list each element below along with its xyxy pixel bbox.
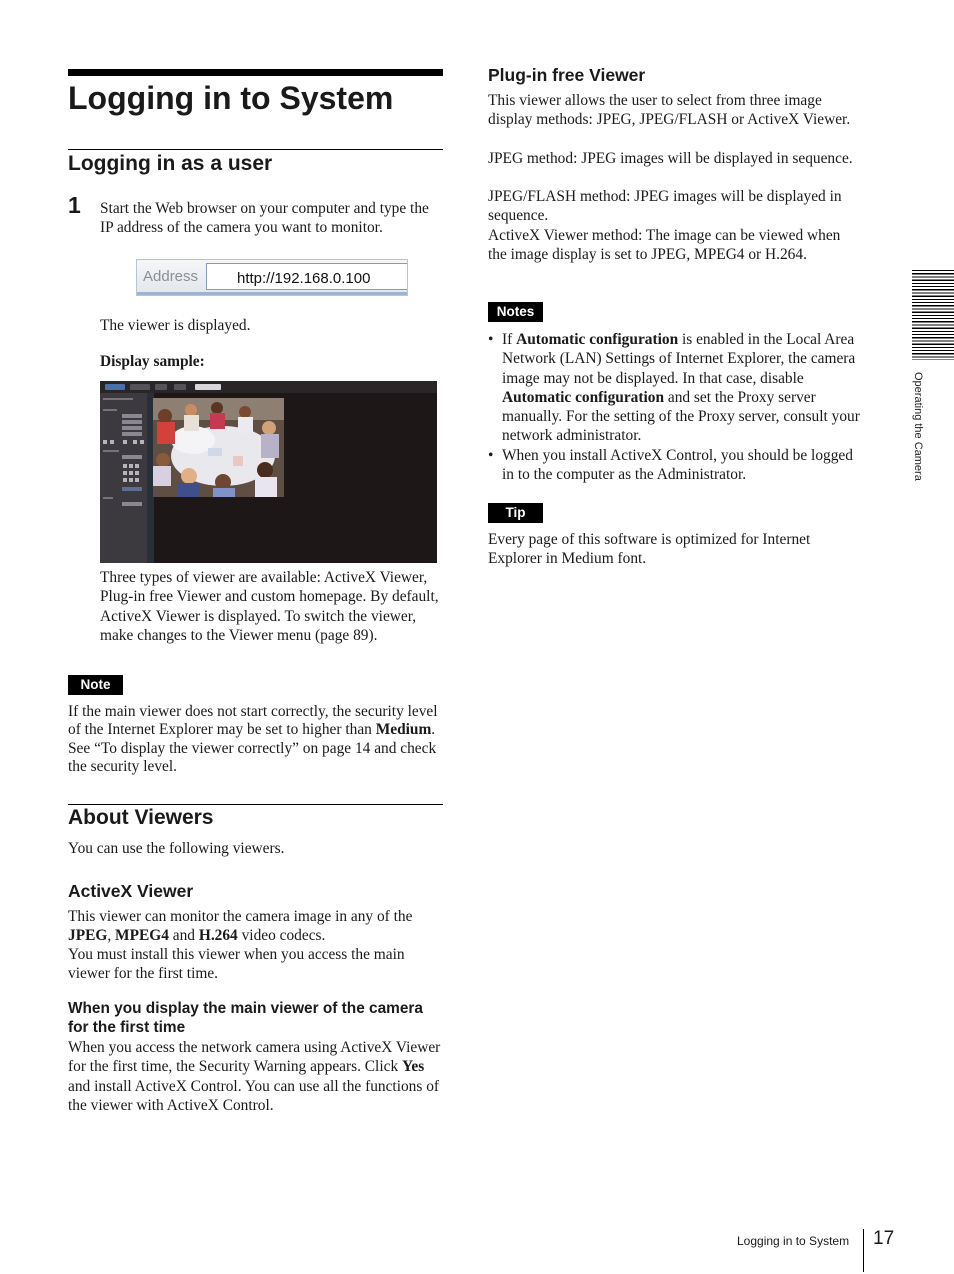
chapter-side-label	[912, 372, 926, 502]
address-input-box	[206, 263, 407, 290]
address-bar-shadow	[137, 292, 407, 295]
note1-c: and set the Proxy server manually. For the setting of the Proxy server, consult your network administrator.	[502, 388, 860, 445]
page-title: Logging in to System	[68, 80, 394, 116]
first-time-text-a: When you access the network camera using ActiveX Viewer for the first time, the Security Warning appears. Click	[68, 1039, 441, 1076]
chapter-thumb-index	[912, 270, 954, 360]
codec-sep1: ,	[107, 927, 116, 945]
note1-b: is enabled in the Local Area Network (LAN) Settings of Internet Explorer, the camera image may not be displayed. In that case, disable	[502, 331, 856, 387]
step-text: Start the Web browser on your computer and type the IP address of the camera you want to monitor.	[100, 200, 429, 237]
activex-text-a: This viewer can monitor the camera image in any of the	[68, 908, 413, 925]
activex-text	[68, 907, 443, 946]
note-item-2	[488, 446, 863, 485]
section-heading-user: Logging in as a user	[68, 152, 273, 175]
first-time-heading: When you display the main viewer of the camera for the first time	[68, 1000, 423, 1036]
section-heading-viewers: About Viewers	[68, 806, 214, 829]
notes-list	[488, 330, 863, 484]
codec-sep2: and	[168, 927, 199, 945]
footer-rule	[863, 1229, 864, 1272]
viewer-sample-screenshot	[100, 381, 437, 563]
viewer-menu-bar	[100, 381, 437, 393]
note-badge: Note	[68, 675, 123, 695]
camera-image	[153, 398, 284, 497]
plugin-free-p2: JPEG method: JPEG images will be displayed in sequence.	[488, 150, 853, 167]
codec-h264: H.264	[198, 927, 238, 945]
viewer-control-panel	[100, 393, 147, 563]
step-number: 1	[68, 192, 81, 218]
plugin-free-p1: This viewer allows the user to select from three image display methods: JPEG, JPEG/FLASH or ActiveX Viewer.	[488, 92, 851, 129]
tip-text: Every page of this software is optimized for Internet Explorer in Medium font.	[488, 531, 811, 568]
footer-title: Logging in to System	[737, 1234, 850, 1248]
address-label: Address	[143, 268, 199, 285]
title-rule	[68, 69, 443, 76]
page-number: 17	[873, 1228, 895, 1249]
note1-a: If	[502, 331, 517, 348]
address-bar-illustration	[136, 259, 408, 296]
note-item-1	[488, 330, 863, 446]
activex-heading: ActiveX Viewer	[68, 881, 194, 901]
notes-badge: Notes	[488, 302, 543, 322]
codec-mpeg4: MPEG4	[115, 927, 169, 945]
note-text-part1: If the main viewer does not start correctly, the security level of the Internet Explorer may be set to higher than	[68, 703, 438, 739]
section-rule	[68, 149, 443, 150]
note-text-part2: . See “To display the viewer correctly” on page 14 and check the security level.	[68, 721, 437, 775]
codec-jpeg: JPEG	[68, 927, 108, 945]
tip-badge: Tip	[488, 503, 543, 523]
activex-install-text: You must install this viewer when you access the main viewer for the first time.	[68, 946, 405, 983]
first-time-text	[68, 1038, 443, 1115]
chapter-side-label-text: Operating the Camera	[912, 372, 924, 481]
plugin-free-p4: ActiveX Viewer method: The image can be viewed when the image display is set to JPEG, MPEG4 or H.264.	[488, 227, 841, 264]
plugin-free-heading: Plug-in free Viewer	[488, 65, 646, 85]
viewer-displayed-text: The viewer is displayed.	[100, 317, 251, 334]
note1-bold1: Automatic configuration	[516, 331, 679, 348]
address-value: http://192.168.0.100	[237, 270, 371, 287]
first-time-text-b: and install ActiveX Control. You can use all the functions of the viewer with ActiveX Control.	[68, 1077, 440, 1114]
display-sample-label: Display sample:	[100, 353, 205, 370]
note-text-bold: Medium	[375, 721, 432, 739]
plugin-free-p3: JPEG/FLASH method: JPEG images will be displayed in sequence.	[488, 188, 842, 225]
note1-bold2: Automatic configuration	[502, 388, 665, 406]
viewers-intro: You can use the following viewers.	[68, 840, 285, 857]
activex-text-b: video codecs.	[237, 927, 326, 945]
note-text	[68, 703, 443, 776]
viewer-types-text: Three types of viewer are available: ActiveX Viewer, Plug-in free Viewer and custom homepage. By default, ActiveX Viewer is displayed. To switch the viewer, make changes to the Viewer menu (page 89).	[100, 569, 439, 644]
note2-text: When you install ActiveX Control, you should be logged in to the computer as the Administrator.	[502, 446, 853, 484]
first-time-yes: Yes	[402, 1058, 425, 1076]
